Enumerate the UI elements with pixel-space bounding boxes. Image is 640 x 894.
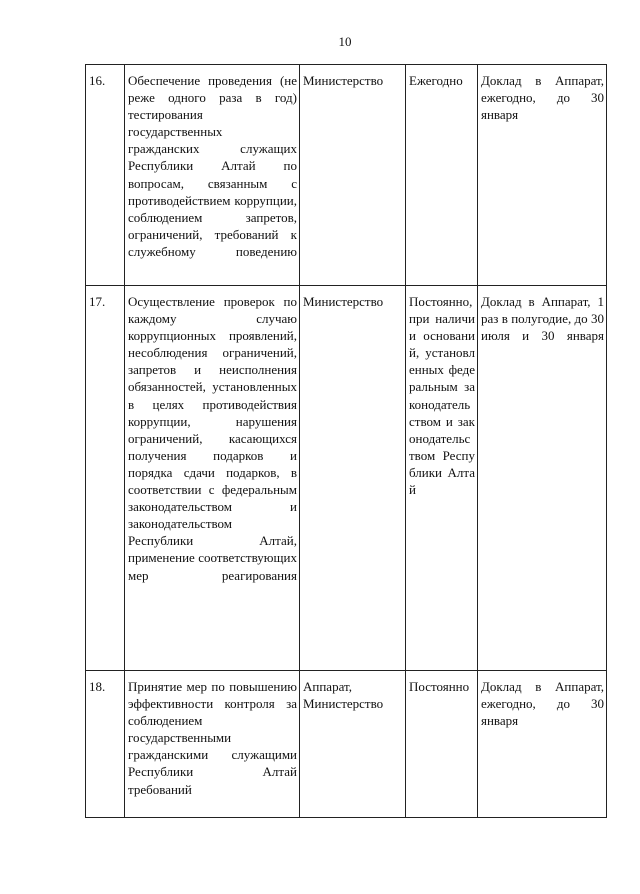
execution-term: Постоянно xyxy=(406,671,478,818)
table-row xyxy=(86,671,607,818)
report-form: Доклад в Аппарат, ежегодно, до 30 января xyxy=(478,671,607,818)
measure-description: Принятие мер по повышению эффективности контроля за соблюдением государственными гражданскими служащими Республики Алтай требований xyxy=(125,671,300,818)
report-form: Доклад в Аппарат, 1 раз в полугодие, до 30 июля и 30 января xyxy=(478,286,607,671)
measures-table xyxy=(85,64,607,818)
responsible-executor: Министерство xyxy=(300,286,406,671)
responsible-executor: Аппарат, Министерство xyxy=(300,671,406,818)
execution-term: Постоянно, при наличии оснований, установленных федеральным законодательством и законодательством Республики Алтай xyxy=(406,286,478,671)
table-row xyxy=(86,65,607,286)
table-row xyxy=(86,286,607,671)
row-number: 16. xyxy=(86,65,125,286)
row-number: 18. xyxy=(86,671,125,818)
report-form: Доклад в Аппарат, ежегодно, до 30 января xyxy=(478,65,607,286)
row-number: 17. xyxy=(86,286,125,671)
measure-description: Осуществление проверок по каждому случаю коррупционных проявлений, несоблюдения ограничений, запретов и неисполнения обязанностей, установленных в целях противодействия коррупции, нарушения ограничений, касающихся получения подарков и порядка сдачи подарков, в соответствии с федеральным законодательством и законодательством Республики Алтай, применение соответствующих мер реагирования xyxy=(125,286,300,671)
page-number: 10 xyxy=(338,34,352,49)
measure-description: Обеспечение проведения (не реже одного раза в год) тестирования государственных гражданских служащих Республики Алтай по вопросам, связанным с противодействием коррупции, соблюдением запретов, ограничений, требований к служебному поведению xyxy=(125,65,300,286)
execution-term: Ежегодно xyxy=(406,65,478,286)
responsible-executor: Министерство xyxy=(300,65,406,286)
